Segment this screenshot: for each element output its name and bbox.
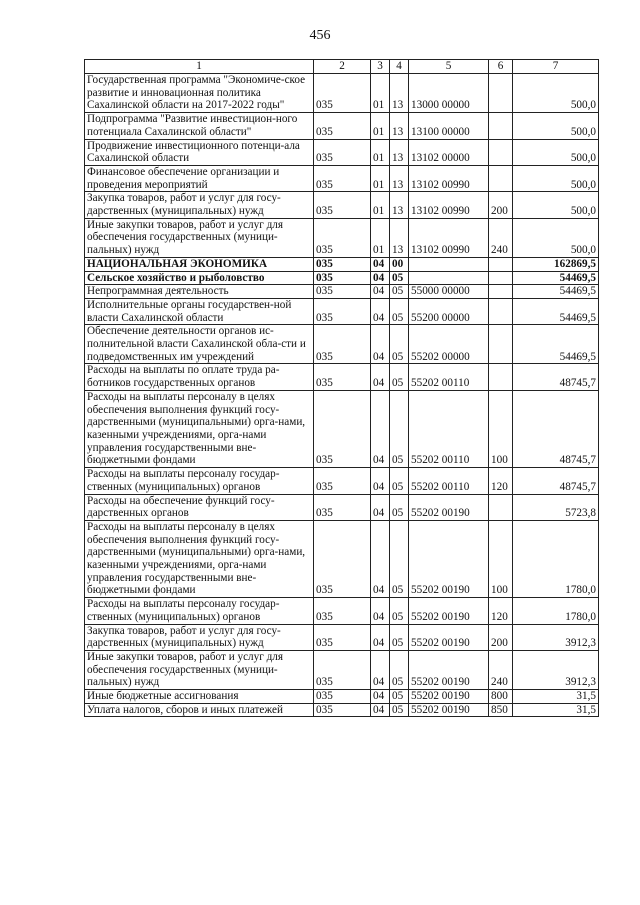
table-row <box>85 598 599 624</box>
amount-cell: 1780,0 <box>513 520 599 597</box>
expense-type-cell <box>489 257 513 271</box>
section-code-cell: 04 <box>371 598 390 624</box>
table-row <box>85 139 599 165</box>
row-name-cell: Подпрограмма "Развитие инвестицион-ного потенциала Сахалинской области" <box>85 113 314 139</box>
target-article-cell: 13102 00000 <box>409 139 489 165</box>
row-name-cell: Расходы на выплаты по оплате труда ра-ботников государственных органов <box>85 364 314 390</box>
row-name-cell: Иные бюджетные ассигнования <box>85 690 314 704</box>
section-code-cell: 01 <box>371 192 390 218</box>
target-article-cell <box>409 271 489 285</box>
section-code-cell: 04 <box>371 520 390 597</box>
amount-cell: 31,5 <box>513 703 599 717</box>
expense-type-cell: 200 <box>489 192 513 218</box>
row-name-cell: Обеспечение деятельности органов ис-полнительной власти Сахалинской обла-сти и подведомственных им учреждений <box>85 325 314 364</box>
amount-cell: 1780,0 <box>513 598 599 624</box>
column-header: 4 <box>390 60 409 74</box>
table-row <box>85 494 599 520</box>
row-name-cell: Расходы на обеспечение функций госу-дарственных органов <box>85 494 314 520</box>
section-code-cell: 04 <box>371 364 390 390</box>
section-code-cell: 01 <box>371 165 390 191</box>
amount-cell: 54469,5 <box>513 325 599 364</box>
row-name-cell: Закупка товаров, работ и услуг для госу-дарственных (муниципальных) нужд <box>85 624 314 650</box>
subsection-code-cell: 05 <box>390 624 409 650</box>
expense-type-cell: 120 <box>489 468 513 494</box>
amount-cell: 3912,3 <box>513 624 599 650</box>
budget-table <box>84 59 599 717</box>
column-header: 3 <box>371 60 390 74</box>
expense-type-cell <box>489 298 513 324</box>
row-name-cell: Расходы на выплаты персоналу в целях обеспечения выполнения функций госу-дарственными (муниципальными) орга-нами, казенными учреждениями, орга-нами управления государственными вне-бюджетными фондами <box>85 390 314 467</box>
ministry-code-cell: 035 <box>314 74 371 113</box>
ministry-code-cell: 035 <box>314 325 371 364</box>
target-article-cell: 13000 00000 <box>409 74 489 113</box>
column-header: 5 <box>409 60 489 74</box>
row-name-cell: Расходы на выплаты персоналу государ-ственных (муниципальных) органов <box>85 598 314 624</box>
row-name-cell: Расходы на выплаты персоналу государ-ственных (муниципальных) органов <box>85 468 314 494</box>
amount-cell: 162869,5 <box>513 257 599 271</box>
subsection-code-cell: 05 <box>390 520 409 597</box>
section-code-cell: 01 <box>371 218 390 257</box>
table-row <box>85 703 599 717</box>
amount-cell: 31,5 <box>513 690 599 704</box>
subsection-code-cell: 05 <box>390 271 409 285</box>
target-article-cell: 55202 00190 <box>409 520 489 597</box>
section-code-cell: 04 <box>371 390 390 467</box>
row-name-cell: Государственная программа "Экономиче-ское развитие и инновационная политика Сахалинской области на 2017-2022 годы" <box>85 74 314 113</box>
row-name-cell: Сельское хозяйство и рыболовство <box>85 271 314 285</box>
ministry-code-cell: 035 <box>314 520 371 597</box>
ministry-code-cell: 035 <box>314 298 371 324</box>
target-article-cell: 55200 00000 <box>409 298 489 324</box>
ministry-code-cell: 035 <box>314 165 371 191</box>
target-article-cell: 55000 00000 <box>409 285 489 299</box>
ministry-code-cell: 035 <box>314 650 371 689</box>
amount-cell: 48745,7 <box>513 468 599 494</box>
subsection-code-cell: 00 <box>390 257 409 271</box>
section-code-cell: 01 <box>371 113 390 139</box>
amount-cell: 500,0 <box>513 192 599 218</box>
amount-cell: 54469,5 <box>513 285 599 299</box>
subsection-code-cell: 13 <box>390 165 409 191</box>
ministry-code-cell: 035 <box>314 285 371 299</box>
expense-type-cell <box>489 364 513 390</box>
row-name-cell: Иные закупки товаров, работ и услуг для обеспечения государственных (муници-пальных) нужд <box>85 218 314 257</box>
target-article-cell: 55202 00190 <box>409 494 489 520</box>
subsection-code-cell: 05 <box>390 364 409 390</box>
amount-cell: 3912,3 <box>513 650 599 689</box>
expense-type-cell: 240 <box>489 650 513 689</box>
subsection-code-cell: 05 <box>390 325 409 364</box>
target-article-cell: 13102 00990 <box>409 165 489 191</box>
amount-cell: 54469,5 <box>513 298 599 324</box>
table-row <box>85 468 599 494</box>
table-row <box>85 74 599 113</box>
subsection-code-cell: 05 <box>390 298 409 324</box>
expense-type-cell <box>489 494 513 520</box>
expense-type-cell <box>489 74 513 113</box>
subsection-code-cell: 05 <box>390 703 409 717</box>
section-code-cell: 01 <box>371 74 390 113</box>
subsection-code-cell: 13 <box>390 74 409 113</box>
amount-cell: 500,0 <box>513 218 599 257</box>
target-article-cell: 55202 00000 <box>409 325 489 364</box>
expense-type-cell <box>489 139 513 165</box>
table-row <box>85 624 599 650</box>
expense-type-cell <box>489 271 513 285</box>
expense-type-cell: 850 <box>489 703 513 717</box>
ministry-code-cell: 035 <box>314 113 371 139</box>
ministry-code-cell: 035 <box>314 690 371 704</box>
ministry-code-cell: 035 <box>314 390 371 467</box>
expense-type-cell: 100 <box>489 390 513 467</box>
target-article-cell: 55202 00190 <box>409 624 489 650</box>
amount-cell: 500,0 <box>513 165 599 191</box>
row-name-cell: Закупка товаров, работ и услуг для госу-дарственных (муниципальных) нужд <box>85 192 314 218</box>
table-row <box>85 364 599 390</box>
section-code-cell: 01 <box>371 139 390 165</box>
section-code-cell: 04 <box>371 494 390 520</box>
amount-cell: 500,0 <box>513 74 599 113</box>
amount-cell: 48745,7 <box>513 390 599 467</box>
subsection-code-cell: 05 <box>390 494 409 520</box>
table-row <box>85 113 599 139</box>
target-article-cell: 55202 00190 <box>409 690 489 704</box>
column-header: 1 <box>85 60 314 74</box>
table-row <box>85 325 599 364</box>
ministry-code-cell: 035 <box>314 364 371 390</box>
target-article-cell: 13100 00000 <box>409 113 489 139</box>
ministry-code-cell: 035 <box>314 271 371 285</box>
ministry-code-cell: 035 <box>314 192 371 218</box>
table-row <box>85 298 599 324</box>
target-article-cell: 55202 00110 <box>409 468 489 494</box>
section-code-cell: 04 <box>371 468 390 494</box>
section-code-cell: 04 <box>371 624 390 650</box>
subsection-code-cell: 05 <box>390 650 409 689</box>
header-row <box>85 60 599 74</box>
ministry-code-cell: 035 <box>314 598 371 624</box>
row-name-cell: Исполнительные органы государствен-ной власти Сахалинской области <box>85 298 314 324</box>
section-code-cell: 04 <box>371 257 390 271</box>
table-row <box>85 390 599 467</box>
table-row <box>85 165 599 191</box>
subsection-code-cell: 05 <box>390 390 409 467</box>
subsection-code-cell: 05 <box>390 690 409 704</box>
section-code-cell: 04 <box>371 285 390 299</box>
amount-cell: 48745,7 <box>513 364 599 390</box>
subsection-code-cell: 05 <box>390 598 409 624</box>
section-code-cell: 04 <box>371 325 390 364</box>
expense-type-cell: 240 <box>489 218 513 257</box>
row-name-cell: Иные закупки товаров, работ и услуг для обеспечения государственных (муници-пальных) нужд <box>85 650 314 689</box>
section-code-cell: 04 <box>371 690 390 704</box>
row-name-cell: Финансовое обеспечение организации и проведения мероприятий <box>85 165 314 191</box>
table-row <box>85 271 599 285</box>
expense-type-cell <box>489 165 513 191</box>
target-article-cell: 55202 00110 <box>409 364 489 390</box>
target-article-cell: 13102 00990 <box>409 192 489 218</box>
table-row <box>85 285 599 299</box>
page-number: 456 <box>309 28 331 43</box>
amount-cell: 54469,5 <box>513 271 599 285</box>
expense-type-cell: 200 <box>489 624 513 650</box>
expense-type-cell: 120 <box>489 598 513 624</box>
ministry-code-cell: 035 <box>314 218 371 257</box>
table-row <box>85 650 599 689</box>
subsection-code-cell: 13 <box>390 218 409 257</box>
row-name-cell: Расходы на выплаты персоналу в целях обеспечения выполнения функций госу-дарственными (муниципальными) орга-нами, казенными учреждениями, орга-нами управления государственными вне-бюджетными фондами <box>85 520 314 597</box>
subsection-code-cell: 05 <box>390 468 409 494</box>
row-name-cell: Уплата налогов, сборов и иных платежей <box>85 703 314 717</box>
column-header: 2 <box>314 60 371 74</box>
ministry-code-cell: 035 <box>314 624 371 650</box>
table-row <box>85 192 599 218</box>
amount-cell: 500,0 <box>513 113 599 139</box>
expense-type-cell <box>489 285 513 299</box>
ministry-code-cell: 035 <box>314 494 371 520</box>
table-row <box>85 690 599 704</box>
table-row <box>85 520 599 597</box>
section-code-cell: 04 <box>371 650 390 689</box>
target-article-cell: 55202 00110 <box>409 390 489 467</box>
column-header: 7 <box>513 60 599 74</box>
table-row <box>85 257 599 271</box>
target-article-cell: 55202 00190 <box>409 650 489 689</box>
expense-type-cell: 800 <box>489 690 513 704</box>
expense-type-cell <box>489 325 513 364</box>
ministry-code-cell: 035 <box>314 257 371 271</box>
ministry-code-cell: 035 <box>314 703 371 717</box>
subsection-code-cell: 05 <box>390 285 409 299</box>
row-name-cell: НАЦИОНАЛЬНАЯ ЭКОНОМИКА <box>85 257 314 271</box>
table-row <box>85 218 599 257</box>
amount-cell: 5723,8 <box>513 494 599 520</box>
target-article-cell: 55202 00190 <box>409 598 489 624</box>
target-article-cell <box>409 257 489 271</box>
subsection-code-cell: 13 <box>390 139 409 165</box>
table-body <box>85 74 599 717</box>
section-code-cell: 04 <box>371 298 390 324</box>
ministry-code-cell: 035 <box>314 468 371 494</box>
section-code-cell: 04 <box>371 271 390 285</box>
amount-cell: 500,0 <box>513 139 599 165</box>
section-code-cell: 04 <box>371 703 390 717</box>
ministry-code-cell: 035 <box>314 139 371 165</box>
row-name-cell: Продвижение инвестиционного потенци-ала Сахалинской области <box>85 139 314 165</box>
subsection-code-cell: 13 <box>390 192 409 218</box>
column-header: 6 <box>489 60 513 74</box>
target-article-cell: 55202 00190 <box>409 703 489 717</box>
row-name-cell: Непрограммная деятельность <box>85 285 314 299</box>
expense-type-cell <box>489 113 513 139</box>
expense-type-cell: 100 <box>489 520 513 597</box>
subsection-code-cell: 13 <box>390 113 409 139</box>
target-article-cell: 13102 00990 <box>409 218 489 257</box>
